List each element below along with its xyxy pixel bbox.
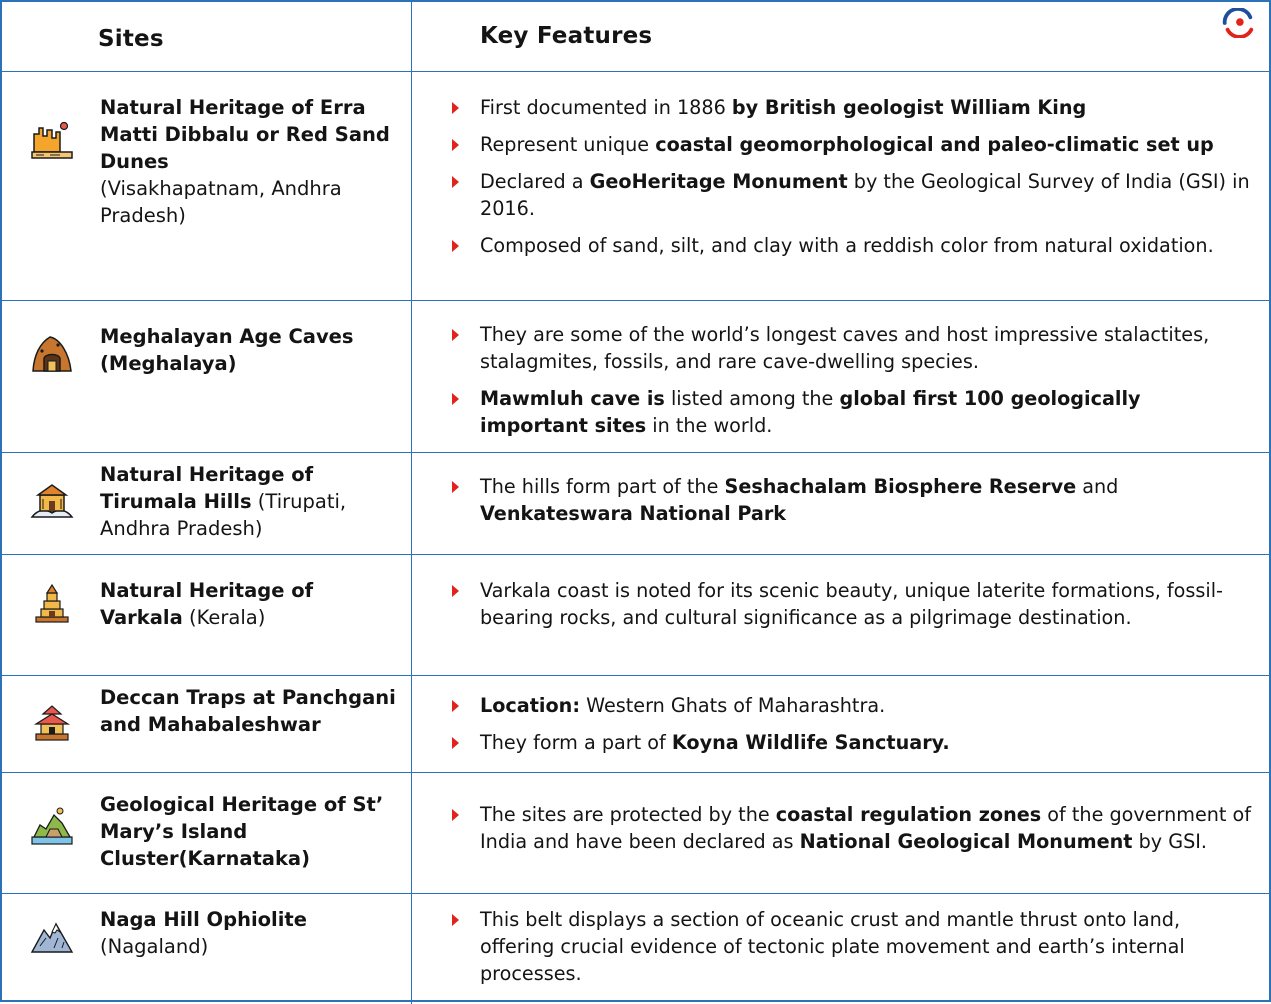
brand-logo-icon xyxy=(1219,8,1257,38)
site-name xyxy=(100,461,400,542)
header-row xyxy=(2,2,1269,72)
temple-tower-icon xyxy=(30,581,74,625)
table-row xyxy=(2,301,1269,453)
site-title: Natural Heritage of Erra Matti Dibbalu or Red Sand Dunes xyxy=(100,96,390,173)
mountain-icon xyxy=(30,912,74,956)
feature-item: Declared a GeoHeritage Monument by the Geological Survey of India (GSI) in 2016. xyxy=(452,168,1252,222)
site-name xyxy=(100,94,400,229)
site-name xyxy=(100,323,400,377)
site-title: Geological Heritage of St’ Mary’s Island Cluster(Karnataka) xyxy=(100,793,384,870)
table-row xyxy=(2,894,1269,1004)
site-name xyxy=(100,684,400,738)
feature-item: Varkala coast is noted for its scenic beauty, unique laterite formations, fossil-bearing rocks, and cultural significance as a pilgrimage destination. xyxy=(452,577,1252,631)
site-name xyxy=(100,791,400,872)
table-row xyxy=(2,773,1269,894)
column-divider xyxy=(411,301,412,452)
header-key-features: Key Features xyxy=(480,23,653,49)
column-divider xyxy=(411,453,412,554)
site-name xyxy=(100,906,400,960)
site-title: Natural Heritage of Varkala xyxy=(100,579,314,629)
feature-list xyxy=(452,906,1252,997)
feature-item: First documented in 1886 by British geologist William King xyxy=(452,94,1252,121)
column-divider xyxy=(411,894,412,1004)
table-row xyxy=(2,555,1269,676)
feature-list xyxy=(452,692,1252,766)
feature-item: They form a part of Koyna Wildlife Sanctuary. xyxy=(452,729,1252,756)
site-name xyxy=(100,577,400,631)
feature-list xyxy=(452,577,1252,641)
feature-item: The hills form part of the Seshachalam Biosphere Reserve and Venkateswara National Park xyxy=(452,473,1252,527)
cave-icon xyxy=(30,331,74,375)
feature-item: Mawmluh cave is listed among the global first 100 geologically important sites in the world. xyxy=(452,385,1252,439)
feature-item: They are some of the world’s longest caves and host impressive stalactites, stalagmites, fossils, and rare cave-dwelling species. xyxy=(452,321,1252,375)
site-title: Meghalayan Age Caves (Meghalaya) xyxy=(100,325,354,375)
temple-hills-icon xyxy=(30,479,74,523)
feature-list xyxy=(452,321,1252,449)
feature-item: Represent unique coastal geomorphological and paleo-climatic set up xyxy=(452,131,1252,158)
feature-item: Composed of sand, silt, and clay with a reddish color from natural oxidation. xyxy=(452,232,1252,259)
column-divider xyxy=(411,2,412,71)
pagoda-icon xyxy=(30,700,74,744)
column-divider xyxy=(411,555,412,675)
feature-item: This belt displays a section of oceanic crust and mantle thrust onto land, offering crucial evidence of tectonic plate movement and earth’s internal processes. xyxy=(452,906,1252,987)
site-location: (Visakhapatnam, Andhra Pradesh) xyxy=(100,177,342,227)
feature-list xyxy=(452,801,1252,865)
site-title: Natural Heritage of Tirumala Hills xyxy=(100,463,314,513)
feature-item: The sites are protected by the coastal regulation zones of the government of India and have been declared as National Geological Monument by GSI. xyxy=(452,801,1252,855)
island-icon xyxy=(30,803,74,847)
site-title: Naga Hill Ophiolite xyxy=(100,908,307,931)
feature-item: Location: Western Ghats of Maharashtra. xyxy=(452,692,1252,719)
table-row xyxy=(2,676,1269,773)
table-row xyxy=(2,72,1269,301)
site-location: (Nagaland) xyxy=(100,935,209,958)
sand-dunes-icon xyxy=(30,118,74,162)
feature-list xyxy=(452,473,1252,537)
column-divider xyxy=(411,773,412,893)
column-divider xyxy=(411,676,412,772)
column-divider xyxy=(411,72,412,300)
table-row xyxy=(2,453,1269,555)
site-location: (Kerala) xyxy=(182,606,266,629)
feature-list xyxy=(452,94,1252,269)
header-sites: Sites xyxy=(98,26,164,52)
site-title: Deccan Traps at Panchgani and Mahabaleshwar xyxy=(100,686,396,736)
site-location: (Tirupati, Andhra Pradesh) xyxy=(100,490,347,540)
